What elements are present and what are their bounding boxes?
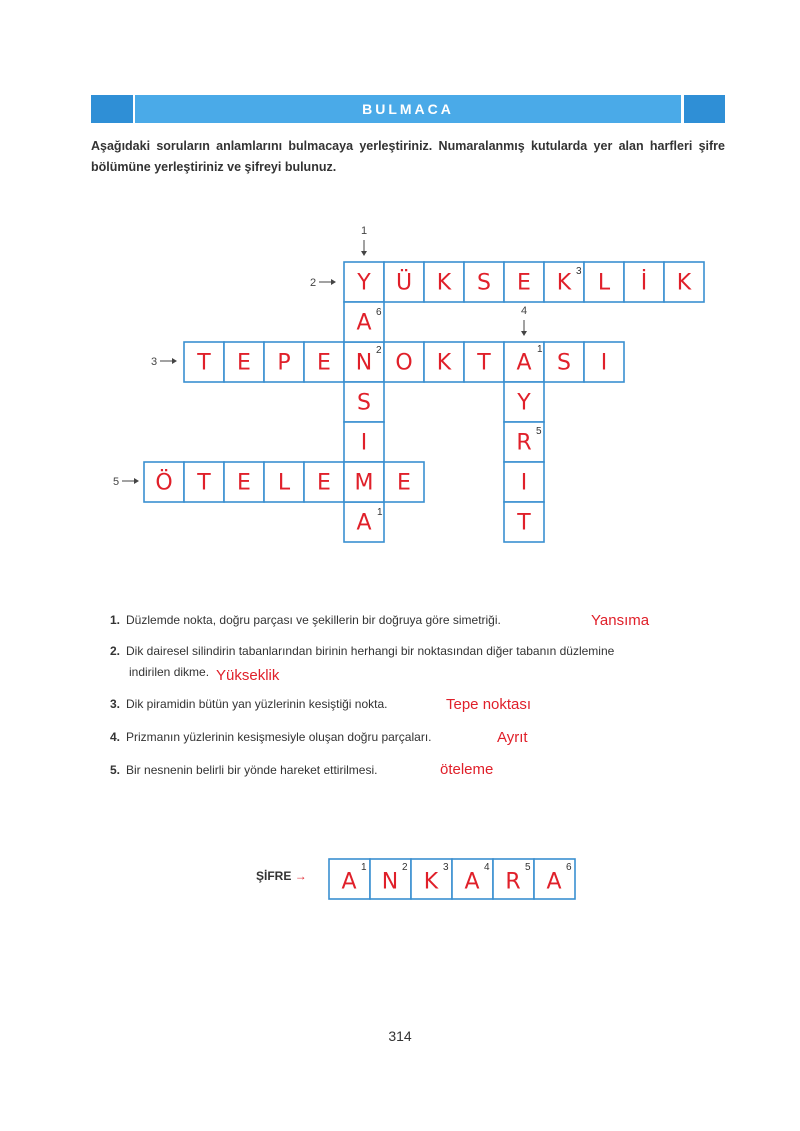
question-1 <box>110 610 501 631</box>
sifre-number: 6 <box>566 862 572 873</box>
cell-number: 1 <box>377 507 383 518</box>
clue-label-2: 2 <box>310 277 317 289</box>
cell-word-3 <box>544 342 584 382</box>
cell-word-2 <box>424 262 464 302</box>
cell-word-5 <box>384 462 424 502</box>
cell-letter: I <box>360 430 368 456</box>
clue-label-4: 4 <box>521 305 528 317</box>
cell-letter: E <box>517 270 531 296</box>
answer-4: Ayrıt <box>497 729 528 746</box>
question-number: 5. <box>110 763 121 777</box>
clue-label-3: 3 <box>151 356 158 368</box>
cell-word-4 <box>504 462 544 502</box>
cell-word-2 <box>464 262 504 302</box>
sifre-number: 4 <box>484 862 490 873</box>
cell-word-5 <box>144 462 184 502</box>
sifre-letter: R <box>505 869 521 895</box>
cell-letter: Y <box>517 390 531 416</box>
sifre-number: 1 <box>361 862 367 873</box>
cell-letter: N <box>355 350 373 376</box>
question-text: Dik piramidin bütün yan yüzlerinin kesiştiği nokta. <box>126 697 388 711</box>
cell-letter: E <box>237 350 251 376</box>
cell-letter: K <box>436 350 452 376</box>
sifre-label <box>256 869 307 883</box>
cell-letter: I <box>520 470 528 496</box>
question-2 <box>110 641 725 662</box>
cell-word-2 <box>504 262 544 302</box>
cell-letter: L <box>597 270 611 296</box>
cell-word-2 <box>584 262 624 302</box>
cell-letter: T <box>197 350 211 376</box>
sifre-letter: A <box>341 869 357 895</box>
cell-letter: E <box>317 470 331 496</box>
cell-letter: K <box>556 270 572 296</box>
cell-letter: O <box>395 350 413 376</box>
cell-number: 3 <box>576 266 582 277</box>
question-3 <box>110 694 387 715</box>
question-number: 2. <box>110 644 121 658</box>
cell-word-3 <box>384 342 424 382</box>
sifre-letter: N <box>381 869 399 895</box>
clue-label-5: 5 <box>113 476 120 488</box>
cell-letter: L <box>277 470 291 496</box>
cell-letter: R <box>516 430 532 456</box>
cell-word-3 <box>464 342 504 382</box>
cell-letter: T <box>517 510 531 536</box>
cell-word-5 <box>264 462 304 502</box>
cell-number: 5 <box>536 426 542 437</box>
cell-letter: A <box>356 510 372 536</box>
answer-3: Tepe noktası <box>446 696 532 713</box>
cell-word-3 <box>224 342 264 382</box>
sifre-cell <box>493 859 534 899</box>
sifre-cell <box>329 859 370 899</box>
sifre-cell <box>370 859 411 899</box>
sifre-cell <box>452 859 493 899</box>
cell-word-2 <box>664 262 704 302</box>
arrow-right-icon: → <box>294 869 307 883</box>
cell-letter: I <box>600 350 608 376</box>
question-number: 4. <box>110 730 121 744</box>
cell-word-5 <box>184 462 224 502</box>
cell-letter: S <box>557 350 571 376</box>
sifre-cell <box>534 859 575 899</box>
sifre-letter: A <box>464 869 480 895</box>
banner-title: BULMACA <box>362 101 454 117</box>
cell-letter: E <box>397 470 411 496</box>
cell-letter: A <box>356 310 372 336</box>
question-number: 3. <box>110 697 121 711</box>
question-5 <box>110 760 377 781</box>
cell-letter: Ö <box>155 470 173 496</box>
cell-word-5 <box>224 462 264 502</box>
page-number: 314 <box>388 1028 412 1044</box>
cell-letter: K <box>676 270 692 296</box>
answer-1: Yansıma <box>591 612 650 629</box>
cell-word-3 <box>264 342 304 382</box>
question-text: Dik dairesel silindirin tabanlarından birinin herhangi bir noktasından diğer tabanın düzlemine <box>126 644 615 658</box>
cell-word-3 <box>424 342 464 382</box>
cell-letter: T <box>197 470 211 496</box>
cell-word-5 <box>344 462 384 502</box>
cell-word-1 <box>344 382 384 422</box>
cell-letter: E <box>237 470 251 496</box>
cell-word-5 <box>304 462 344 502</box>
question-text: Prizmanın yüzlerinin kesişmesiyle oluşan doğru parçaları. <box>126 730 432 744</box>
cell-letter: M <box>354 470 374 496</box>
cell-letter: T <box>477 350 491 376</box>
cell-word-3 <box>584 342 624 382</box>
cell-word-4 <box>504 502 544 542</box>
cell-word-1 <box>344 422 384 462</box>
cell-letter: İ <box>640 270 648 296</box>
sifre-number: 2 <box>402 862 408 873</box>
sifre-number: 5 <box>525 862 531 873</box>
cell-number: 2 <box>376 345 382 356</box>
cell-letter: P <box>277 350 291 376</box>
cell-letter: S <box>477 270 491 296</box>
cell-number: 1 <box>537 344 543 355</box>
question-text: Düzlemde nokta, doğru parçası ve şekillerin bir doğruya göre simetriği. <box>126 613 501 627</box>
cell-word-3 <box>304 342 344 382</box>
cell-letter: K <box>436 270 452 296</box>
cell-letter: Y <box>357 270 371 296</box>
cell-word-3 <box>184 342 224 382</box>
cell-word-2 <box>624 262 664 302</box>
question-2-cont: indirilen dikme. <box>129 665 210 679</box>
instructions: Aşağıdaki soruların anlamlarını bulmacaya yerleştiriniz. Numaralanmış kutularda yer alan harfleri şifre bölümüne yerleştiriniz ve şifreyi bulunuz. <box>91 139 725 174</box>
cell-word-2 <box>344 262 384 302</box>
clue-label-1: 1 <box>361 225 368 237</box>
cell-letter: S <box>357 390 371 416</box>
question-4 <box>110 727 431 748</box>
sifre-number: 3 <box>443 862 449 873</box>
cell-letter: E <box>317 350 331 376</box>
sifre-boxes <box>327 857 577 905</box>
sifre-label-text: ŞİFRE <box>256 869 292 883</box>
cell-word-4 <box>504 382 544 422</box>
sifre-cell <box>411 859 452 899</box>
cell-letter: Ü <box>395 270 413 296</box>
question-text: Bir nesnenin belirli bir yönde hareket ettirilmesi. <box>126 763 378 777</box>
cell-word-2 <box>384 262 424 302</box>
sifre-letter: A <box>546 869 562 895</box>
cell-letter: A <box>516 350 532 376</box>
sifre-letter: K <box>423 869 439 895</box>
answer-5: öteleme <box>440 761 494 778</box>
question-number: 1. <box>110 613 121 627</box>
cell-number: 6 <box>376 307 382 318</box>
answer-2: Yükseklik <box>216 667 280 684</box>
